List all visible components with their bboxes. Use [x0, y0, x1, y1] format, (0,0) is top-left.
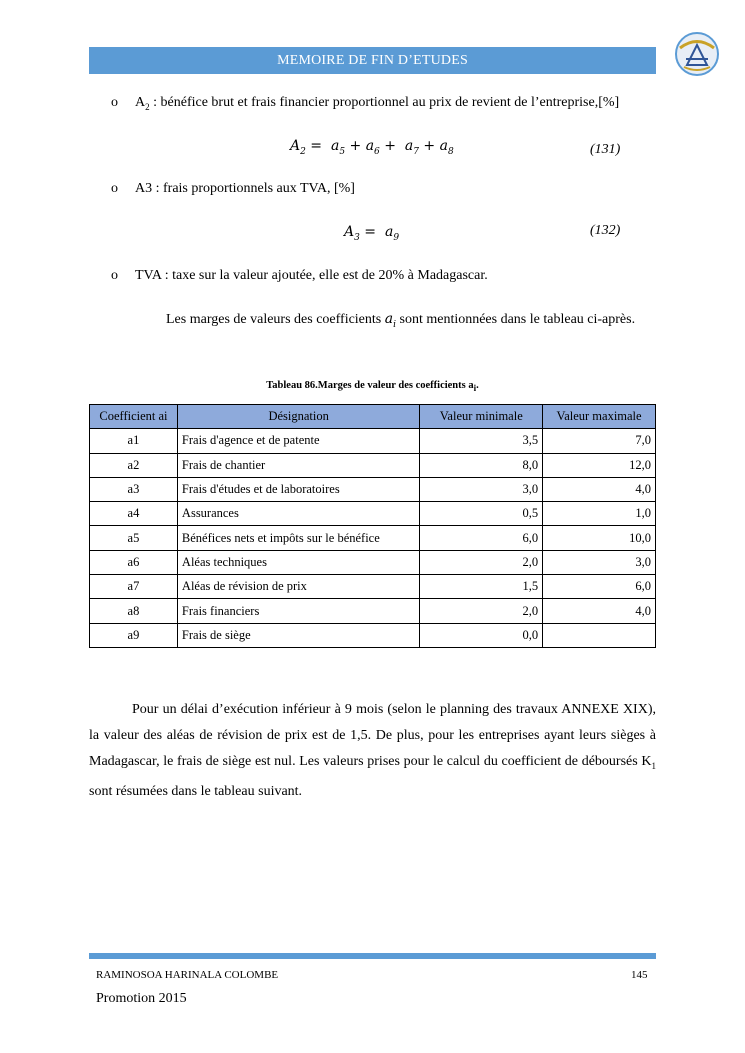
table-cell: 6,0	[543, 575, 656, 599]
table-cell: Frais de siège	[177, 623, 419, 647]
school-logo-icon	[674, 31, 720, 77]
column-header: Coefficient ai	[90, 405, 178, 429]
table-cell: a9	[90, 623, 178, 647]
table-cell: a3	[90, 477, 178, 501]
column-header: Valeur minimale	[420, 405, 543, 429]
table-row	[90, 575, 656, 599]
table-cell: 0,0	[420, 623, 543, 647]
table-cell: Frais d'études et de laboratoires	[177, 477, 419, 501]
bullet-marker: o	[111, 95, 118, 110]
closing-paragraph: Pour un délai d’exécution inférieur à 9 mois (selon le planning des travaux ANNEXE XIX), la valeur des aléas de révision de prix est de 1,5. De plus, pour les entreprises ayant leurs sièges à Madagascar, le frais de siège est nul. Les valeurs prises pour le calcul du coefficient de déboursés $K_1$ sont résumées dans le tableau suivant.	[89, 702, 656, 799]
table-row	[90, 599, 656, 623]
footer-author: RAMINOSOA HARINALA COLOMBE	[96, 969, 279, 981]
bullet-marker: o	[111, 268, 118, 283]
table-cell: Aléas de révision de prix	[177, 575, 419, 599]
table-row	[90, 623, 656, 647]
footer-promotion: Promotion 2015	[96, 991, 187, 1006]
table-cell	[543, 623, 656, 647]
table-cell: 6,0	[420, 526, 543, 550]
table-cell: Aléas techniques	[177, 550, 419, 574]
table-row	[90, 477, 656, 501]
table-cell: 2,0	[420, 550, 543, 574]
table-cell: 3,5	[420, 429, 543, 453]
column-header: Valeur maximale	[543, 405, 656, 429]
page-number: 145	[631, 969, 648, 981]
page-header	[89, 47, 656, 74]
table-cell: a4	[90, 502, 178, 526]
header-title: MEMOIRE DE FIN D’ETUDES	[277, 52, 468, 68]
table-cell: Bénéfices nets et impôts sur le bénéfice	[177, 526, 419, 550]
table-cell: a8	[90, 599, 178, 623]
table-cell: 3,0	[543, 550, 656, 574]
table-cell: a5	[90, 526, 178, 550]
table-caption: Tableau 86.Marges de valeur des coefficients $a_i$.	[266, 380, 479, 394]
table-cell: Frais de chantier	[177, 453, 419, 477]
table-cell: a7	[90, 575, 178, 599]
equation-number: (132)	[590, 223, 621, 238]
table-row	[90, 502, 656, 526]
table-cell: 12,0	[543, 453, 656, 477]
column-header: Désignation	[177, 405, 419, 429]
table-cell: a6	[90, 550, 178, 574]
coefficients-table	[89, 404, 656, 648]
table-cell: Frais financiers	[177, 599, 419, 623]
equation-131: $A_2 = a_5 + a_6 + a_7 + a_8$	[290, 138, 454, 157]
table-cell: 2,0	[420, 599, 543, 623]
table-row	[90, 429, 656, 453]
intro-paragraph: Les marges de valeurs des coefficients $a_i$ sont mentionnées dans le tableau ci-après.	[166, 311, 636, 330]
table-cell: 4,0	[543, 599, 656, 623]
table-cell: 10,0	[543, 526, 656, 550]
table-cell: 8,0	[420, 453, 543, 477]
table-cell: a2	[90, 453, 178, 477]
table-cell: Frais d'agence et de patente	[177, 429, 419, 453]
footer-divider	[89, 953, 656, 959]
table-cell: 3,0	[420, 477, 543, 501]
table-header-row	[90, 405, 656, 429]
bullet-a3-definition: o A3 : frais proportionnels aux TVA, [%]	[111, 181, 355, 196]
bullet-a2-definition: o $A_2$ : bénéfice brut et frais financier proportionnel au prix de revient de l’entreprise,[%]	[111, 95, 620, 112]
table-cell: a1	[90, 429, 178, 453]
table-cell: 7,0	[543, 429, 656, 453]
table-cell: 0,5	[420, 502, 543, 526]
table-cell: 1,0	[543, 502, 656, 526]
equation-132: $A_3 = a_9$	[344, 224, 400, 243]
table-row	[90, 550, 656, 574]
table-row	[90, 526, 656, 550]
table-cell: 4,0	[543, 477, 656, 501]
table-row	[90, 453, 656, 477]
equation-number: (131)	[590, 142, 621, 157]
table-cell: 1,5	[420, 575, 543, 599]
bullet-marker: o	[111, 181, 118, 196]
bullet-tva-definition: o TVA : taxe sur la valeur ajoutée, elle est de 20% à Madagascar.	[111, 268, 488, 283]
table-cell: Assurances	[177, 502, 419, 526]
